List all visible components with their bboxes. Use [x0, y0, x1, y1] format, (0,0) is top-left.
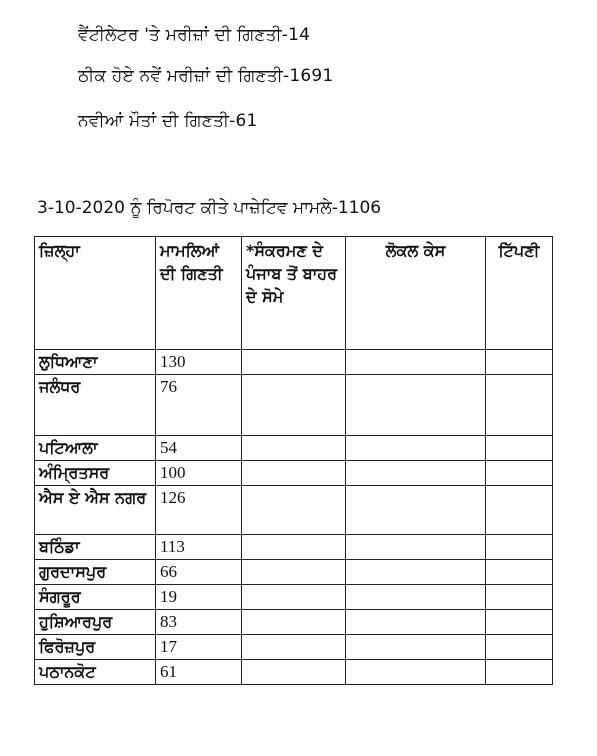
local-cases-cell	[346, 535, 486, 560]
count-cell: 100	[156, 461, 242, 486]
report-heading: 3-10-2020 ਨੂੰ ਰਿਪੋਰਟ ਕੀਤੇ ਪਾਜ਼ੇਟਿਵ ਮਾਮਲੇ-1106	[37, 198, 382, 218]
remarks-cell	[486, 375, 553, 436]
outside-source-cell	[242, 610, 346, 635]
count-cell: 61	[156, 660, 242, 685]
count-cell: 83	[156, 610, 242, 635]
local-cases-cell	[346, 350, 486, 375]
header-local-cases: ਲੋਕਲ ਕੇਸ	[346, 237, 486, 350]
district-cell: ਬਠਿੰਡਾ	[35, 535, 156, 560]
local-cases-cell	[346, 375, 486, 436]
local-cases-cell	[346, 585, 486, 610]
district-cell: ਜਲੰਧਰ	[35, 375, 156, 436]
district-cell: ਪਠਾਨਕੋਟ	[35, 660, 156, 685]
count-cell: 17	[156, 635, 242, 660]
remarks-cell	[486, 486, 553, 535]
count-cell: 54	[156, 436, 242, 461]
outside-source-cell	[242, 486, 346, 535]
header-outside-source: *ਸੰਕਰਮਣ ਦੇ ਪੰਜਾਬ ਤੋਂ ਬਾਹਰ ਦੇ ਸੋਮੇ	[242, 237, 346, 350]
district-cell: ਐਸ ਏ ਐਸ ਨਗਰ	[35, 486, 156, 535]
outside-source-cell	[242, 560, 346, 585]
district-cell: ਗੁਰਦਾਸਪੁਰ	[35, 560, 156, 585]
remarks-cell	[486, 560, 553, 585]
header-remarks: ਟਿੱਪਣੀ	[486, 237, 553, 350]
remarks-cell	[486, 461, 553, 486]
remarks-cell	[486, 610, 553, 635]
table-row	[35, 610, 553, 635]
remarks-cell	[486, 585, 553, 610]
local-cases-cell	[346, 560, 486, 585]
local-cases-cell	[346, 660, 486, 685]
table-header-row	[35, 237, 553, 350]
header-district: ਜ਼ਿਲ੍ਹਾ	[35, 237, 156, 350]
outside-source-cell	[242, 535, 346, 560]
remarks-cell	[486, 635, 553, 660]
table-row	[35, 660, 553, 685]
count-cell: 126	[156, 486, 242, 535]
table-row	[35, 375, 553, 436]
outside-source-cell	[242, 635, 346, 660]
table-row	[35, 535, 553, 560]
district-cell: ਸੰਗਰੂਰ	[35, 585, 156, 610]
remarks-cell	[486, 660, 553, 685]
outside-source-cell	[242, 585, 346, 610]
count-cell: 19	[156, 585, 242, 610]
count-cell: 76	[156, 375, 242, 436]
district-cell: ਲੁਧਿਆਣਾ	[35, 350, 156, 375]
recovered-count-line: ਠੀਕ ਹੋਏ ਨਵੇਂ ਮਰੀਜ਼ਾਂ ਦੀ ਗਿਣਤੀ-1691	[78, 66, 334, 86]
local-cases-cell	[346, 486, 486, 535]
count-cell: 66	[156, 560, 242, 585]
local-cases-cell	[346, 610, 486, 635]
district-cell: ਹੁਸ਼ਿਆਰਪੁਰ	[35, 610, 156, 635]
table-row	[35, 560, 553, 585]
outside-source-cell	[242, 461, 346, 486]
local-cases-cell	[346, 461, 486, 486]
remarks-cell	[486, 436, 553, 461]
ventilator-count-line: ਵੈਂਟੀਲੇਟਰ 'ਤੇ ਮਰੀਜ਼ਾਂ ਦੀ ਗਿਣਤੀ-14	[78, 25, 311, 45]
table-row	[35, 461, 553, 486]
remarks-cell	[486, 350, 553, 375]
remarks-cell	[486, 535, 553, 560]
outside-source-cell	[242, 660, 346, 685]
district-cell: ਅੰਮ੍ਰਿਤਸਰ	[35, 461, 156, 486]
outside-source-cell	[242, 375, 346, 436]
local-cases-cell	[346, 635, 486, 660]
table-row	[35, 436, 553, 461]
table-row	[35, 635, 553, 660]
local-cases-cell	[346, 436, 486, 461]
outside-source-cell	[242, 436, 346, 461]
deaths-count-line: ਨਵੀਆਂ ਮੌਤਾਂ ਦੀ ਗਿਣਤੀ-61	[78, 111, 258, 131]
header-case-count: ਮਾਮਲਿਆਂ ਦੀ ਗਿਣਤੀ	[156, 237, 242, 350]
count-cell: 113	[156, 535, 242, 560]
district-cases-table	[34, 236, 553, 685]
table-row	[35, 585, 553, 610]
count-cell: 130	[156, 350, 242, 375]
district-cell: ਫਿਰੋਜ਼ਪੁਰ	[35, 635, 156, 660]
table-row	[35, 486, 553, 535]
table-row	[35, 350, 553, 375]
outside-source-cell	[242, 350, 346, 375]
district-cell: ਪਟਿਆਲਾ	[35, 436, 156, 461]
